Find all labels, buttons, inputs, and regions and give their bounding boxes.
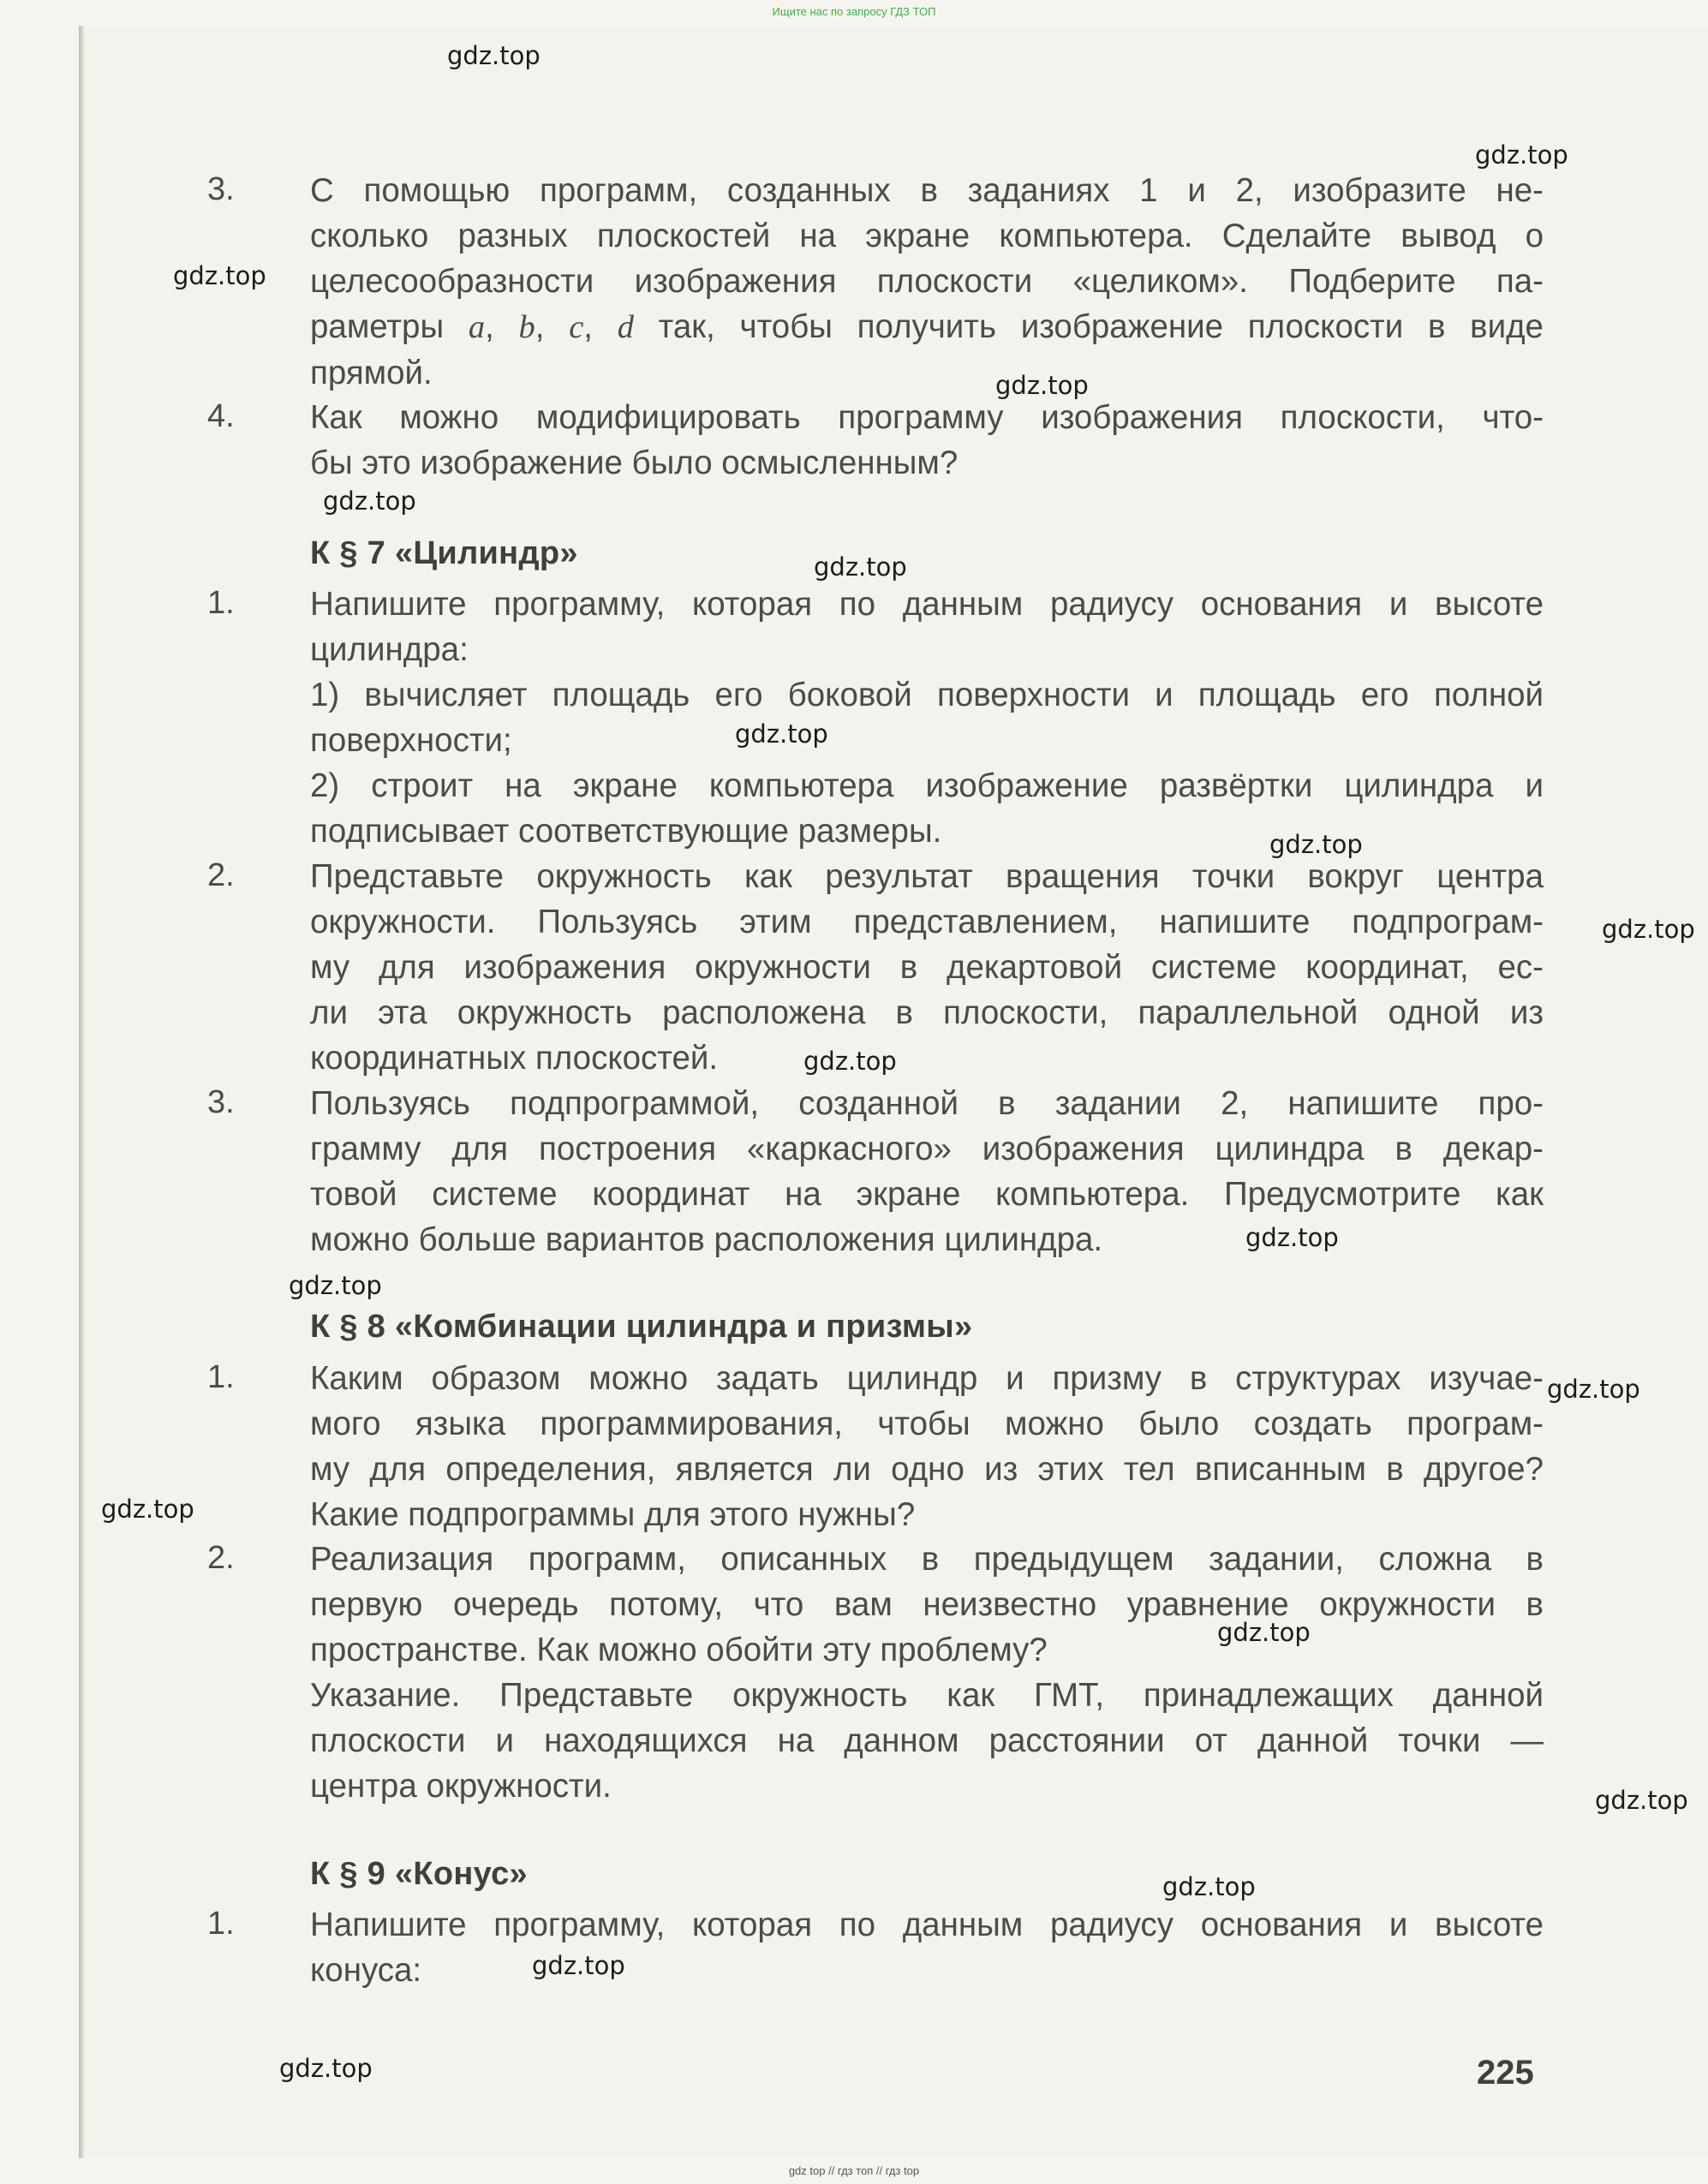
text-line: Какие подпрограммы для этого нужны? [310,1496,916,1533]
text-line: Пользуясь подпрограммой, созданной в задании 2, напишите про- [310,1085,1544,1122]
watermark-link[interactable]: gdz.top [1245,1223,1339,1252]
watermark-link[interactable]: gdz.top [1217,1618,1311,1647]
watermark-link[interactable]: gdz.top [995,371,1089,400]
text-line: сколько разных плоскостей на экране компьютера. Сделайте вывод о [310,218,1544,254]
watermark-link[interactable]: gdz.top [1602,915,1695,944]
text-line: первую очередь потому, что вам неизвестно уравнение окружности в [310,1586,1544,1623]
text-line: 1) вычисляет площадь его боковой поверхности и площадь его полной [310,677,1544,713]
text-line: конуса: [310,1952,422,1989]
watermark-link[interactable]: gdz.top [1162,1872,1256,1901]
task-number: 3. [207,1084,235,1120]
watermark-link[interactable]: gdz.top [1475,140,1568,170]
variable-c: c [569,309,584,345]
watermark-link[interactable]: gdz.top [814,552,907,582]
text-line: С помощью программ, созданных в заданиях 1 и 2, изобразите не- [310,172,1544,209]
task-number: 1. [207,1906,235,1942]
text-line: прямой. [310,355,433,391]
text-line: подписывает соответствующие размеры. [310,813,942,850]
text-line: бы это изображение было осмысленным? [310,445,959,481]
watermark-link[interactable]: gdz.top [323,486,416,516]
text-line: Представьте окружность как результат вращения точки вокруг центра [310,858,1544,895]
task-number: 4. [207,398,235,434]
text-line: плоскости и находящихся на данном расстоянии от данной точки — [310,1722,1544,1759]
task-text [310,168,1544,396]
task-text [310,395,1544,486]
text-line: му для изображения окружности в декартовой системе координат, ес- [310,949,1544,986]
watermark-link[interactable]: gdz.top [803,1047,897,1076]
watermark-link[interactable]: gdz.top [1595,1786,1688,1815]
text-line: координатных плоскостей. [310,1040,719,1077]
task-text [310,582,1544,854]
text-line: можно больше вариантов расположения цилиндра. [310,1221,1103,1258]
task-number: 2. [207,1540,235,1576]
task-text [310,1537,1544,1809]
watermark-link[interactable]: gdz.top [1269,830,1363,859]
book-spine-shadow [79,26,84,2158]
watermark-link[interactable]: gdz.top [289,1271,382,1300]
text-line: поверхности; [310,722,512,759]
task-number: 2. [207,857,235,893]
variable-b: b [518,309,535,345]
text-line: цилиндра: [310,631,469,668]
text-line: целесообразности изображения плоскости «целиком». Подберите па- [310,263,1544,300]
text-line: пространстве. Как можно обойти эту проблему? [310,1632,1048,1668]
text-line-with-variables: раметры a, b, c, d так, чтобы получить изображение плоскости в виде [310,308,1544,345]
section-heading: К § 7 «Цилиндр» [310,535,578,571]
text-line: ли эта окружность расположена в плоскости, параллельной одной из [310,994,1544,1031]
task-text [310,1081,1544,1262]
task-number: 1. [207,1359,235,1395]
page-number: 225 [1477,2054,1534,2092]
task-text [310,1902,1544,1993]
task-number: 3. [207,171,235,207]
text-line: Каким образом можно задать цилиндр и призму в структурах изучае- [310,1360,1544,1397]
section-heading: К § 8 «Комбинации цилиндра и призмы» [310,1309,973,1345]
text-line: Напишите программу, которая по данным радиусу основания и высоте [310,1907,1544,1943]
variable-d: d [617,309,634,345]
section-heading: К § 9 «Конус» [310,1856,528,1892]
text-line: Указание. Представьте окружность как ГМТ, принадлежащих данной [310,1677,1544,1714]
text-line: окружности. Пользуясь этим представлением, напишите подпрограм- [310,904,1544,940]
bottom-banner: gdz top // гдз топ // гдз top [788,2164,920,2177]
watermark-link[interactable]: gdz.top [735,719,828,749]
task-text [310,854,1544,1081]
watermark-link[interactable]: gdz.top [1547,1375,1640,1404]
text-fragment: раметры [310,308,445,345]
task-number: 1. [207,585,235,621]
text-line: Напишите программу, которая по данным радиусу основания и высоте [310,586,1544,623]
text-line: Реализация программ, описанных в предыдущем задании, сложна в [310,1541,1544,1578]
watermark-link[interactable]: gdz.top [279,2054,373,2083]
top-banner: Ищите нас по запросу ГДЗ ТОП [772,5,936,18]
text-line: мого языка программирования, чтобы можно было создать програм- [310,1405,1544,1442]
text-line: товой системе координат на экране компьютера. Предусмотрите как [310,1176,1544,1213]
task-text [310,1356,1544,1537]
text-line: Как можно модифицировать программу изображения плоскости, что- [310,399,1544,436]
watermark-link[interactable]: gdz.top [532,1951,625,1980]
text-fragment: так, чтобы получить изображение плоскости в виде [658,308,1544,345]
watermark-link[interactable]: gdz.top [447,41,540,70]
text-line: 2) строит на экране компьютера изображение развёртки цилиндра и [310,767,1544,804]
text-line: грамму для построения «каркасного» изображения цилиндра в декар- [310,1131,1544,1167]
variable-a: a [468,309,486,345]
watermark-link[interactable]: gdz.top [101,1495,194,1524]
text-line: му для определения, является ли одно из этих тел вписанным в другое? [310,1451,1544,1488]
watermark-link[interactable]: gdz.top [173,261,266,290]
text-line: центра окружности. [310,1768,612,1805]
